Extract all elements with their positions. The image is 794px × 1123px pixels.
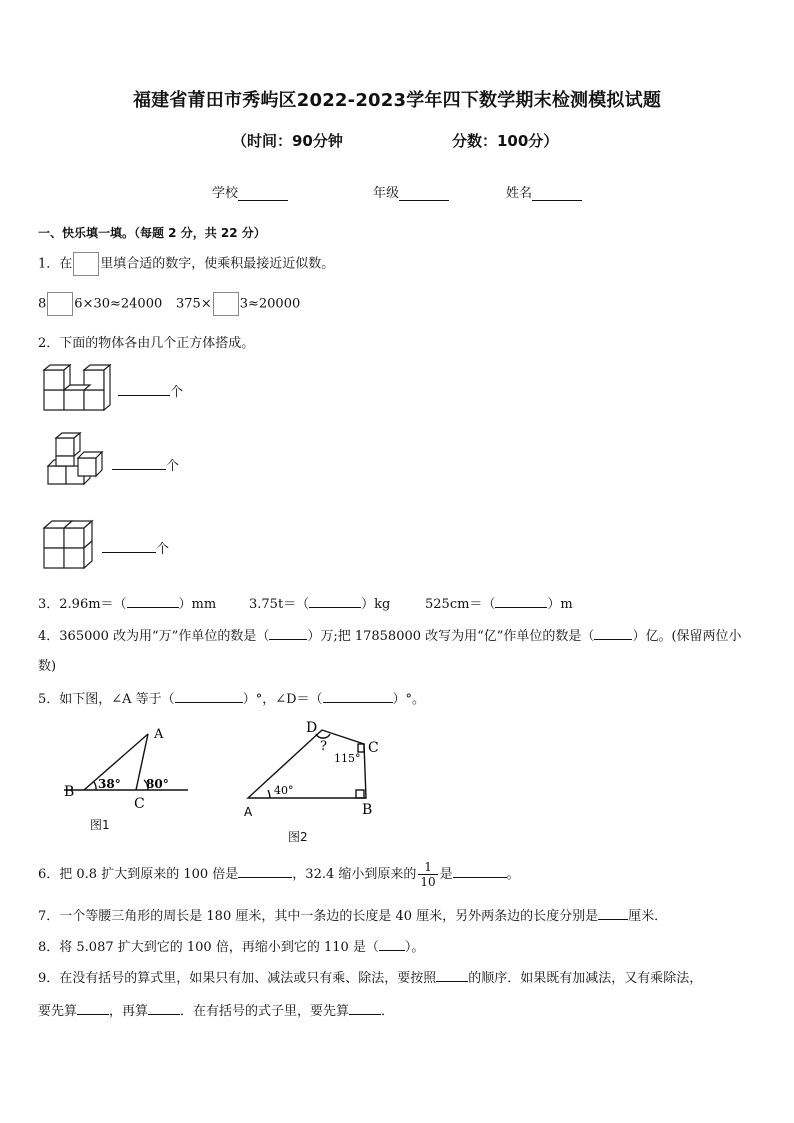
- question-4-cont: 数): [38, 659, 57, 674]
- cube-figure-3: [42, 518, 98, 572]
- triangle-figure-1: [56, 722, 196, 812]
- answer-blank[interactable]: [175, 689, 243, 703]
- fig1-angle-c: 80°: [146, 777, 169, 791]
- fraction: [418, 860, 437, 889]
- fig1-label-c: C: [134, 796, 145, 812]
- q9-text-b: 的顺序．如果既有加减法，又有乘除法，: [468, 971, 703, 986]
- question-3b: [249, 593, 390, 612]
- q9-text-d: ，再算: [109, 1004, 149, 1019]
- q2-unit: 个: [170, 385, 184, 400]
- answer-blank[interactable]: [102, 539, 156, 553]
- grade-label: 年级: [373, 186, 400, 201]
- question-9-cont: [38, 1000, 394, 1019]
- q1-expression-1: [38, 292, 162, 316]
- name-blank[interactable]: [532, 186, 582, 201]
- q1-expr2-a: 375×: [176, 296, 212, 312]
- q6-text-d: 。: [506, 867, 520, 882]
- answer-blank[interactable]: [349, 1001, 381, 1015]
- question-9: [38, 967, 702, 986]
- q6-text-c: 是: [439, 867, 453, 882]
- grade-field: [373, 182, 449, 201]
- question-5: [38, 688, 425, 707]
- answer-blank[interactable]: [453, 864, 507, 878]
- answer-blank[interactable]: [269, 626, 307, 640]
- q5-text-a: 5．如下图，∠A 等于（: [38, 692, 175, 707]
- school-label: 学校: [212, 186, 239, 201]
- answer-blank[interactable]: [495, 594, 547, 608]
- fig2-label-c: C: [368, 740, 379, 756]
- question-3c: [425, 593, 573, 612]
- q3-text-f: ）m: [547, 597, 573, 612]
- school-blank[interactable]: [238, 186, 288, 201]
- answer-blank[interactable]: [127, 594, 179, 608]
- exam-score: 分数：100分）: [452, 132, 559, 150]
- answer-box[interactable]: [47, 292, 73, 316]
- answer-blank[interactable]: [598, 906, 628, 920]
- q2-answer-3: [102, 538, 169, 557]
- school-field: [212, 182, 288, 201]
- answer-blank[interactable]: [77, 1001, 109, 1015]
- q1-expr2-b: 3≈20000: [239, 296, 301, 312]
- fig1-caption: 图1: [90, 818, 110, 832]
- fig1-angle-b: 38°: [98, 777, 121, 791]
- section-heading: 一、快乐填一填。（每题 2 分，共 22 分）: [38, 226, 266, 240]
- q7-text-a: 7．一个等腰三角形的周长是 180 厘米，其中一条边的长度是 40 厘米，另外两条边的长度分别是: [38, 909, 599, 924]
- fig2-unknown-angle: ?: [320, 739, 327, 754]
- q2-answer-1: [118, 381, 183, 400]
- question-6: [38, 860, 520, 889]
- q3-text-a: 3．2.96m＝（: [38, 597, 127, 612]
- fig2-label-a: A: [244, 805, 253, 819]
- exam-time: （时间：90分钟: [232, 132, 343, 150]
- fig2-angle-a: 40°: [274, 784, 294, 797]
- q3-text-c: 3.75t＝（: [249, 597, 310, 612]
- question-3: [38, 593, 216, 612]
- quadrilateral-figure-2: [236, 716, 386, 820]
- fig2-caption: 图2: [288, 830, 308, 844]
- q2-answer-2: [112, 455, 179, 474]
- q5-text-b: ）°，∠D＝（: [242, 692, 323, 707]
- q4-text-a: 4．365000 改为用“万”作单位的数是（: [38, 629, 270, 644]
- fig1-label-a: A: [154, 727, 164, 742]
- fraction-denominator: 10: [420, 875, 436, 889]
- fig2-label-d: D: [306, 720, 318, 736]
- q4-text-c: ）亿。(保留两位小: [632, 629, 742, 644]
- answer-box[interactable]: [73, 252, 99, 276]
- answer-blank[interactable]: [112, 456, 166, 470]
- q1-text-b: 里填合适的数字，使乘积最接近近似数。: [100, 256, 335, 272]
- q9-text-c: 要先算: [38, 1004, 78, 1019]
- q2-unit: 个: [156, 542, 170, 557]
- cube-figure-2: [46, 432, 108, 492]
- q3-text-d: ）kg: [361, 597, 391, 612]
- q7-text-b: 厘米．: [628, 909, 668, 924]
- answer-blank[interactable]: [118, 382, 170, 396]
- answer-blank[interactable]: [594, 626, 632, 640]
- q1-text-a: 1．在: [38, 256, 73, 272]
- q1-expr1-b: 6×30≈24000: [74, 296, 163, 312]
- q8-text-b: ）。: [404, 940, 425, 955]
- answer-blank[interactable]: [323, 689, 393, 703]
- q3-text-b: ）mm: [178, 597, 217, 612]
- q3-text-e: 525cm＝（: [425, 597, 496, 612]
- question-8: [38, 936, 424, 955]
- q8-text-a: 8．将 5.087 扩大到它的 100 倍，再缩小到它的 110 是（: [38, 940, 379, 955]
- fig2-angle-c: 115°: [334, 752, 361, 765]
- q9-text-f: ．: [381, 1004, 395, 1019]
- q2-unit: 个: [166, 459, 180, 474]
- name-field: [506, 182, 582, 201]
- q9-text-e: ．在有括号的式子里，要先算: [180, 1004, 350, 1019]
- answer-blank[interactable]: [309, 594, 361, 608]
- answer-blank[interactable]: [436, 968, 468, 982]
- answer-blank[interactable]: [238, 864, 292, 878]
- answer-blank[interactable]: [379, 937, 405, 951]
- answer-blank[interactable]: [148, 1001, 180, 1015]
- q1-expr1-a: 8: [38, 296, 47, 312]
- q9-text-a: 9．在没有括号的算式里，如果只有加、减法或只有乘、除法，要按照: [38, 971, 437, 986]
- cube-figure-1: [42, 364, 112, 414]
- question-2: 2．下面的物体各由几个正方体搭成。: [38, 336, 255, 351]
- fig2-label-b: B: [362, 802, 373, 818]
- q6-text-a: 6．把 0.8 扩大到原来的 100 倍是: [38, 867, 239, 882]
- q1-expression-2: [176, 292, 300, 316]
- answer-box[interactable]: [213, 292, 239, 316]
- question-7: [38, 905, 667, 924]
- q6-text-b: ，32.4 缩小到原来的: [292, 867, 417, 882]
- q4-text-b: ）万;把 17858000 改写为用“亿”作单位的数是（: [307, 629, 595, 644]
- page-title: 福建省莆田市秀屿区2022-2023学年四下数学期末检测模拟试题: [132, 90, 662, 111]
- grade-blank[interactable]: [399, 186, 449, 201]
- name-label: 姓名: [506, 186, 533, 201]
- question-1: [38, 252, 334, 276]
- q5-text-c: ）°。: [392, 692, 426, 707]
- fig1-label-b: B: [64, 784, 75, 800]
- fraction-numerator: 1: [418, 860, 437, 875]
- question-4: [38, 625, 742, 644]
